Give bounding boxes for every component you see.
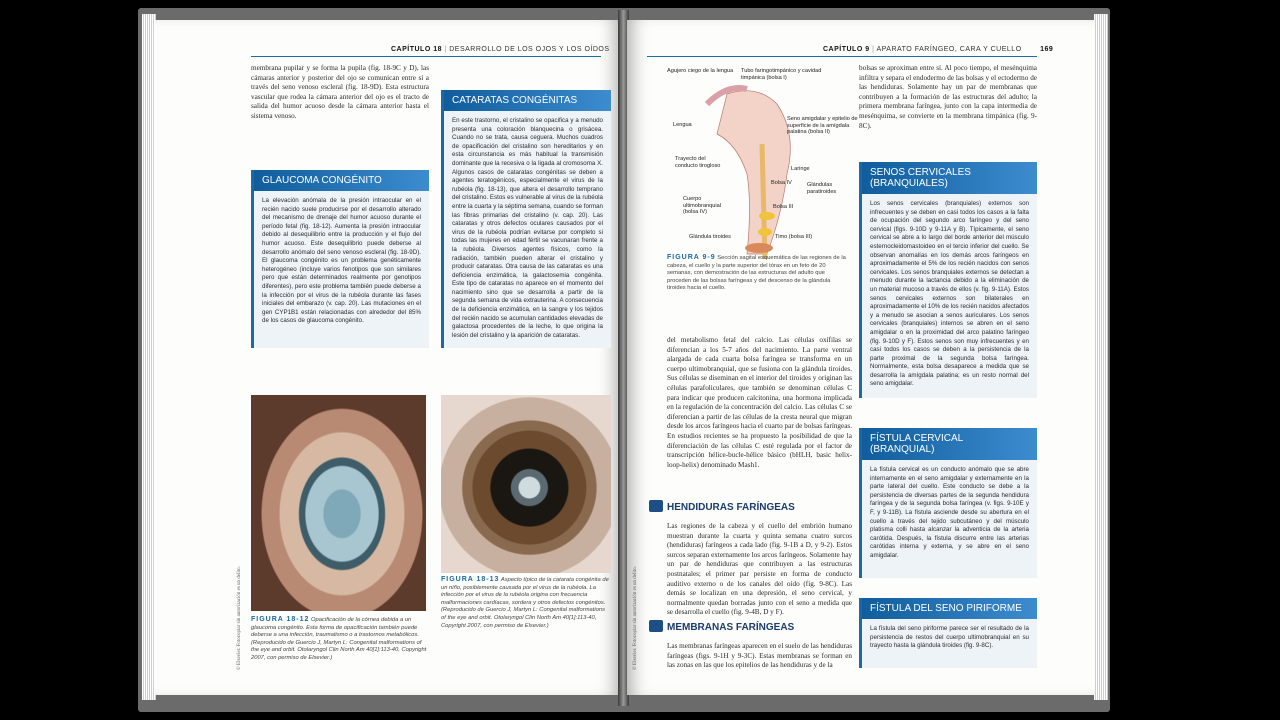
membranas-text: Las membranas faríngeas aparecen en el suelo de las hendiduras faríngeas (figs. 9-1H y 9-3C). Estas membranas se forman en las zonas en las que los epitelios de las hendiduras y de la bbox=[667, 642, 852, 670]
glaucoma-box-text: La elevación anómala de la presión intraocular en el recién nacido suele producirse por el desarrollo alterado del mecanismo de drenaje del humor acuoso durante el período fetal (fig. 18-12). Aumenta la presión intraocular debido al desequilibrio entre la producción y el flujo del humor acuoso. Este desequilibrio puede deberse al desarrollo anómalo del seno venoso escleral (fig. 18-9D). El glaucoma congénito es un problema genéticamente heterogéneo (incluye varios fenotipos que son similares pero que están determinados realmente por genotipos diferentes), pero este problema también puede deberse a la infección por el virus de la rubéola durante las fases iniciales del embarazo (v. cap. 20). Las mutaciones en el gen CYP1B1 están relacionadas con alrededor del 85% de los casos de glaucoma congénito. bbox=[262, 197, 421, 325]
fig13-label: FIGURA 18-13 bbox=[441, 576, 500, 583]
membranas-title: MEMBRANAS FARÍNGEAS bbox=[667, 622, 795, 633]
fistula-box-text: La fístula cervical es un conducto anómalo que se abre internamente en el seno amigdalar y externamente en la parte lateral del cuello. Este conducto se debe a la persistencia de diversas partes de la segunda hendidura faríngea y de la segunda bolsa faríngea (v. figs. 9-10E y F, y 9-11B). La fístula asciende desde su abertura en el cuello a través del tejido subcutáneo y del músculo platisma colli hasta alcanzar la adventicia de la arteria carótida. Después, la fístula discurre entre las arterias carótidas interna y externa, y se abre en el seno amigdalar. bbox=[870, 466, 1029, 559]
glaucoma-box-title: GLAUCOMA CONGÉNITO bbox=[254, 170, 429, 191]
diagram-label-3: Seno amigdalar y epitelio de superficie de la amígdala palatina (bolsa II) bbox=[787, 116, 858, 136]
cataract-photo bbox=[441, 395, 611, 573]
diagram-label-9: Bolsa III bbox=[773, 204, 794, 210]
cataratas-box-title: CATARATAS CONGÉNITAS bbox=[444, 90, 611, 111]
right-col2-text: bolsas se aproximan entre sí. Al poco tiempo, el mesénquima infiltra y separa el endodermo de las bolsas y el ectodermo de las hendiduras. Solamente hay un par de membranas que contribuyen a la formación de las estructuras del adulto; la primera membrana faríngea, junto con la capa intermedia de mesénquima, se convierte en la membrana timpánica (fig. 9-8C). bbox=[859, 64, 1037, 130]
membranas-heading bbox=[649, 620, 794, 633]
diagram-label-8: Cuerpo ultimobranquial (bolsa IV) bbox=[683, 196, 721, 216]
fistula-box-title: FÍSTULA CERVICAL (BRANQUIAL) bbox=[862, 428, 1037, 460]
diagram-label-10: Glándula tiroides bbox=[689, 234, 731, 240]
diagram-label-11: Timo (bolsa III) bbox=[775, 234, 813, 240]
left-page bbox=[155, 20, 620, 695]
right-page bbox=[627, 20, 1095, 695]
fig12-text: Opacificación de la córnea debida a un glaucoma congénito. Esta forma de opacificación también puede deberse a una infección, traumatismo o a trastornos metabólicos. (Reproducido de Guercio J, Martyn L: Congenital malformations of the eye and orbit. Otolaryngol Clin North Am 40[1]:113-40, Copyright 2007, con permiso de Elsevier.) bbox=[251, 617, 427, 661]
diagram-label-1: Tubo faringotimpánico y cavidad timpánica (bolsa I) bbox=[741, 68, 822, 81]
diagram-bolsa-iii bbox=[758, 228, 772, 236]
fig9-label: FIGURA 9-9 bbox=[667, 254, 716, 261]
diagram-label-2: Lengua bbox=[673, 122, 692, 128]
diagram-trachea bbox=[762, 144, 765, 259]
left-header: CAPÍTULO 18 | DESARROLLO DE LOS OJOS Y LOS OÍDOS bbox=[391, 46, 639, 53]
diagram-label-6: Bolsa IV bbox=[771, 180, 792, 186]
diagram-label-4: Trayecto del conducto tirogloso bbox=[675, 156, 721, 169]
right-header-chapter: CAPÍTULO 9 bbox=[823, 46, 870, 53]
piriforme-box-text: La fístula del seno piriforme parece ser el resultado de la persistencia de restos del cuerpo ultimobranquial en su trayecto hasta la glándula tiroides (fig. 9-8C). bbox=[870, 625, 1029, 650]
left-copyright: © Elsevier. Fotocopiar sin autorización es un delito. bbox=[237, 566, 242, 670]
piriforme-box bbox=[859, 598, 1037, 668]
fig9-text: Sección sagital esquemática de las regiones de la cabeza, el cuello y la parte superior del tórax en un feto de 20 semanas, con demostración de las estructuras del adulto que proceden de las bolsas faríngeas y del descenso de la glándula tiroides hacia el cuello. bbox=[667, 255, 846, 292]
glaucoma-box bbox=[251, 170, 429, 348]
fig9-caption bbox=[667, 254, 847, 302]
diagram-pharynx-shape bbox=[717, 91, 790, 254]
right-page-number: 169 bbox=[1040, 46, 1054, 53]
glaucoma-photo bbox=[251, 395, 426, 611]
diagram-label-5: Laringe bbox=[791, 166, 810, 172]
section-book-icon bbox=[649, 500, 663, 512]
hendiduras-title: HENDIDURAS FARÍNGEAS bbox=[667, 502, 795, 513]
left-header-title: DESARROLLO DE LOS OJOS Y LOS OÍDOS bbox=[449, 46, 610, 53]
left-header-chapter: CAPÍTULO 18 bbox=[391, 46, 443, 53]
fistula-box bbox=[859, 428, 1037, 578]
fig12-caption bbox=[251, 616, 429, 680]
fig13-caption bbox=[441, 576, 611, 648]
right-col1-text: del metabolismo fetal del calcio. Las células oxífilas se diferencian a los 5-7 años del nacimiento. La parte ventral alargada de cada cuarta bolsa faríngea se transforma en un cuerpo ultimobranquial, que se fusiona con la glándula tiroides. Sus células se diseminan en el interior del tiroides y originan las células parafoliculares, que también se denominan células C para indicar que producen calcitonina, una hormona implicada en la regulación de la concentración del calcio. Las células C se diferencian a partir de las células de la cresta neural que migran desde los arcos faríngeos hacia el cuarto par de bolsas faríngeas. En estudios recientes se ha propuesto la posibilidad de que la diferenciación de las células C esté regulada por el factor de transcripción hélice-bucle-hélice básico (bHLH, basic helix-loop-helix) denominado Mash1. bbox=[667, 336, 853, 469]
right-copyright: © Elsevier. Fotocopiar sin autorización es un delito. bbox=[633, 566, 638, 670]
fig12-label: FIGURA 18-12 bbox=[251, 616, 310, 623]
diagram-label-7: Glándulas paratiroides bbox=[807, 182, 837, 195]
diagram-thyroid bbox=[745, 243, 773, 253]
right-header-title: APARATO FARÍNGEO, CARA Y CUELLO bbox=[876, 46, 1022, 53]
right-header: CAPÍTULO 9 | APARATO FARÍNGEO, CARA Y CUELLO 169 bbox=[823, 46, 1054, 53]
cataratas-box bbox=[441, 90, 611, 348]
page-edges-right bbox=[1094, 14, 1108, 700]
senos-box-text: Los senos cervicales (branquiales) externos son infrecuentes y se deben en casi todos los casos a la falta de ocupación del segundo arco faríngeo y del seno cervical (figs. 9-10D y 9-11A y B). Típicamente, el seno cervical se abre a lo largo del borde anterior del músculo esternocleidomastoideo en el tercio inferior del cuello. Se observan anomalías en los demás arcos faríngeos en aproximadamente el 5% de los recién nacidos con senos cervicales. Los senos branquiales externos se detectan a menudo durante la lactancia debido a la eliminación de un material mucoso a través de ellos (v. fig. 9-11A). Estos senos cervicales externos son bilaterales en aproximadamente el 10% de los recién nacidos afectados y a menudo se asocian a senos auriculares. Los senos cervicales (branquiales) internos se abren en el seno amigdalar o en la proximidad del arco palatino faríngeo (fig. 9-10D y F). Estos senos son muy infrecuentes y en casi todos los casos se deben a la persistencia de la parte proximal de la segunda bolsa faríngea. Normalmente, esta bolsa desaparece a medida que se desarrolla la amígdala palatina; es un resto normal del seno amigdalar. bbox=[870, 200, 1029, 388]
left-intro-text: membrana pupilar y se forma la pupila (fig. 18-9C y D), las cámaras anterior y posterior del ojo se comunican entre sí a través del seno venoso escleral (fig. 18-9D). Esta estructura vascular que rodea la cámara anterior del ojo es el tracto de salida del humor acuoso desde la cámara anterior hasta el sistema venoso. bbox=[251, 64, 429, 120]
diagram-label-0: Agujero ciego de la lengua bbox=[667, 68, 734, 74]
left-header-rule bbox=[251, 56, 601, 57]
right-header-rule bbox=[647, 56, 1037, 57]
cataratas-box-text: En este trastorno, el cristalino se opacifica y a menudo presenta una coloración blanquecina o grisácea. Cuando no se trata, causa ceguera. Muchos cuadros de opacificación del cristalino son hereditarios y en esta circunstancia es más habitual la transmisión dominante que la recesiva o la ligada al cromosoma X. Algunos casos de cataratas congénitas se deben a agentes teratogénicos, especialmente el virus de la rubéola (fig. 18-13), que altera el desarrollo temprano del cristalino. Estos es vulnerable al virus de la rubéola entre la cuarta y la séptima semana, cuando se forman las fibras primarias del cristalino (v. cap. 20). Las cataratas y otros defectos oculares causados por el virus de la rubéola podrían evitarse por completo si todas las mujeres en edad fértil se vacunaran frente a la rubéola. Diversos agentes físicos, como la radiación, también pueden alterar el cristalino y producir cataratas. Otra causa de las cataratas es una deficiencia enzimática, la galactosemia congénita. Este tipo de cataratas no aparece en el momento del nacimiento sino que se desarrolla a partir de la segunda semana de vida extrauterina. A consecuencia de la deficiencia enzimática, en la sangre y los tejidos del recién nacido se acumulan cantidades elevadas de galactosa procedentes de la leche, lo que origina la lesión del cristalino y la aparición de cataratas. bbox=[452, 117, 603, 339]
piriforme-box-title: FÍSTULA DEL SENO PIRIFORME bbox=[862, 598, 1037, 619]
senos-box-title: SENOS CERVICALES (BRANQUIALES) bbox=[862, 162, 1037, 194]
hendiduras-text: Las regiones de la cabeza y el cuello del embrión humano muestran durante la cuarta y quinta semana cuatro surcos (hendiduras) faríngeos a cada lado (fig. 9-1B a D, y 9-2). Estos surcos separan externamente los arcos faríngeos. Solamente hay un par de hendiduras que contribuyen a las estructuras postnatales; el primer par persiste en forma de conducto auditivo externo o de los canales del oído (fig. 9-8C). Las demás se localizan en una depresión, el seno cervical, y normalmente quedan borradas junto con el seno a medida que se desarrolla el cuello (fig. 9-4B, D y F). bbox=[667, 522, 852, 617]
fig13-text: Aspecto típico de la catarata congénita de un niño, posiblemente causada por el virus de la rubéola. La infección por el virus de la rubéola origina con frecuencia malformaciones cardíacas, sordera y otros defectos congénitos. (Reproducido de Guercio J, Martyn L: Congenital malformations of the eye and orbit. Otolaryngol Clin North Am 40[1]:113-40, Copyright 2007, con permiso de Elsevier.) bbox=[441, 577, 609, 629]
section-book-icon bbox=[649, 620, 663, 632]
hendiduras-heading bbox=[649, 500, 795, 513]
page-edges-left bbox=[142, 14, 156, 700]
senos-box bbox=[859, 162, 1037, 398]
diagram-bolsa-iv bbox=[759, 212, 775, 220]
